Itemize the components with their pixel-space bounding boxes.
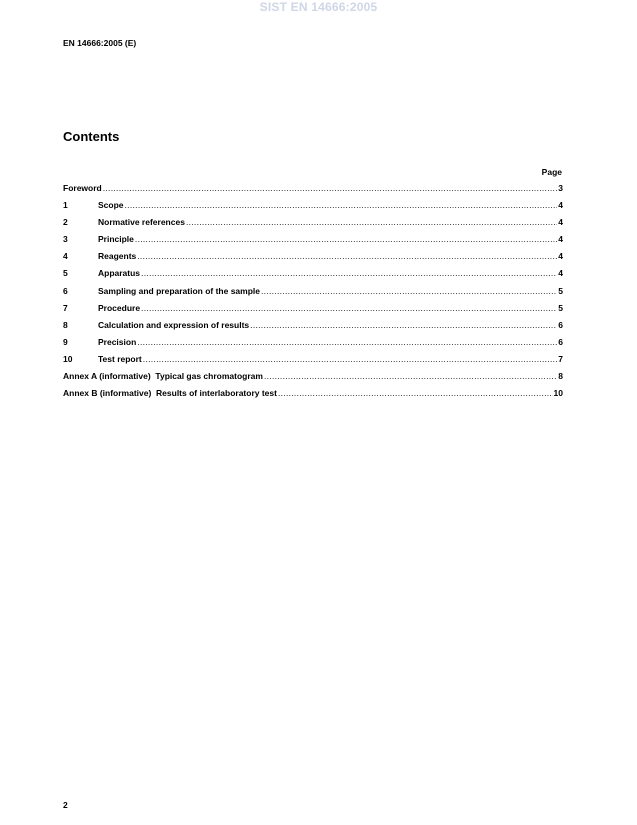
toc-entry-page: 5 [558,285,563,296]
toc-entry-page: 7 [558,353,563,364]
toc-entry-normative-references[interactable] [63,217,563,234]
toc-leader-dots [278,388,553,398]
toc-entry-title: Reagents [98,251,137,262]
toc-entry-number: 3 [63,234,68,245]
toc-entry-calculation[interactable] [63,320,563,337]
toc-entry-reagents[interactable] [63,251,563,268]
toc-entry-sampling[interactable] [63,286,563,303]
toc-leader-dots [264,371,557,381]
toc-entry-test-report[interactable] [63,354,563,371]
toc-entry-page: 5 [558,302,563,313]
toc-leader-dots [103,183,558,193]
toc-entry-number: 1 [63,200,68,211]
toc-entry-title: Apparatus [98,268,141,279]
toc-entry-page: 6 [558,319,563,330]
toc-entry-annex-a[interactable] [63,371,563,388]
contents-heading: Contents [63,129,120,144]
table-of-contents [63,183,563,405]
toc-entry-number: 9 [63,336,68,347]
toc-leader-dots [125,200,558,210]
toc-entry-number: 8 [63,319,68,330]
toc-entry-title: Procedure [98,302,141,313]
page-number: 2 [63,800,68,810]
document-id: EN 14666:2005 (E) [63,38,137,48]
toc-entry-page: 4 [558,200,563,211]
toc-entry-procedure[interactable] [63,303,563,320]
toc-entry-page: 4 [558,217,563,228]
watermark: SIST EN 14666:2005 [259,0,378,14]
toc-leader-dots [135,234,557,244]
toc-entry-title: Principle [98,234,134,245]
toc-entry-title: Test report [98,353,142,364]
toc-entry-title: Annex B (informative) Results of interlaboratory test [63,388,277,399]
toc-entry-foreword[interactable] [63,183,563,200]
toc-entry-title: Normative references [98,217,185,228]
toc-leader-dots [137,251,557,261]
toc-entry-number: 4 [63,251,68,262]
toc-leader-dots [261,286,557,296]
toc-entry-title: Scope [98,200,124,211]
toc-entry-page: 3 [558,183,563,193]
toc-entry-page: 10 [553,388,563,399]
toc-entry-title: Annex A (informative) Typical gas chromatogram [63,371,263,382]
toc-leader-dots [137,337,557,347]
toc-entry-number: 7 [63,302,68,313]
toc-entry-page: 6 [558,336,563,347]
toc-entry-number: 10 [63,353,73,364]
toc-entry-title: Precision [98,336,137,347]
toc-entry-page: 4 [558,251,563,262]
toc-entry-number: 2 [63,217,68,228]
toc-leader-dots [143,354,557,364]
toc-entry-title: Foreword [63,183,102,193]
toc-entry-page: 4 [558,268,563,279]
toc-leader-dots [141,268,557,278]
toc-entry-title: Sampling and preparation of the sample [98,285,260,296]
toc-entry-principle[interactable] [63,234,563,251]
toc-leader-dots [250,320,557,330]
toc-entry-annex-b[interactable] [63,388,563,405]
toc-entry-number: 5 [63,268,68,279]
toc-entry-scope[interactable] [63,200,563,217]
toc-entry-precision[interactable] [63,337,563,354]
toc-entry-title: Calculation and expression of results [98,319,250,330]
toc-entry-page: 4 [558,234,563,245]
toc-leader-dots [186,217,557,227]
page-column-header: Page [541,167,562,177]
toc-entry-page: 8 [558,371,563,382]
toc-leader-dots [141,303,557,313]
toc-entry-number: 6 [63,285,68,296]
toc-entry-apparatus[interactable] [63,268,563,285]
